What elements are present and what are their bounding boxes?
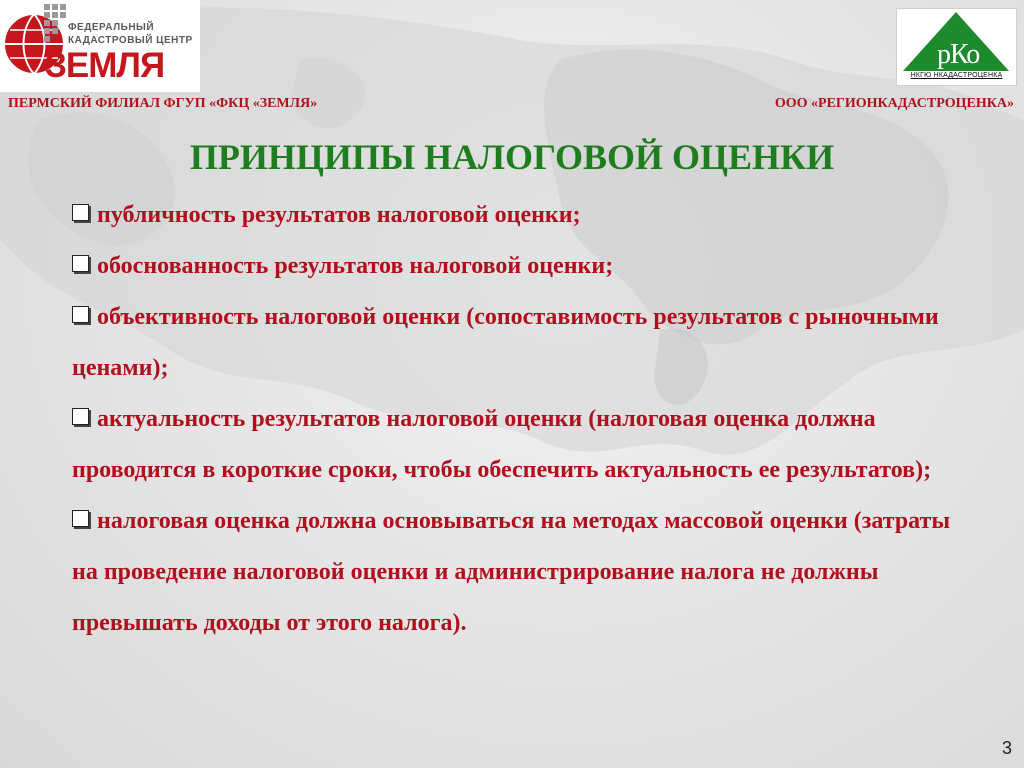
list-item bbox=[72, 241, 962, 292]
rko-logo bbox=[896, 8, 1017, 86]
company-name: ООО «РЕГИОНКАДАСТРОЦЕНКА» bbox=[774, 96, 1014, 111]
rko-letters: рКо bbox=[937, 39, 980, 70]
checkbox-bullet-icon bbox=[72, 255, 89, 272]
checkbox-bullet-icon bbox=[72, 408, 89, 425]
bullet-text: обоснованность результатов налоговой оценки; bbox=[97, 253, 614, 279]
logo-word: ЗЕМЛЯ bbox=[45, 46, 165, 85]
slide-title: ПРИНЦИПЫ НАЛОГОВОЙ ОЦЕНКИ bbox=[189, 137, 835, 177]
checkbox-bullet-icon bbox=[72, 510, 89, 527]
bullet-text: налоговая оценка должна основываться на методах массовой оценки (затраты на проведение налоговой оценки и администрирование налога не должны превышать доходы от этого налога). bbox=[72, 508, 951, 636]
logo-line-1: ФЕДЕРАЛЬНЫЙ bbox=[68, 22, 155, 33]
list-item bbox=[72, 496, 962, 649]
bullet-text: публичность результатов налоговой оценки; bbox=[97, 202, 581, 228]
checkbox-bullet-icon bbox=[72, 204, 89, 221]
bullet-text: актуальность результатов налоговой оценки (налоговая оценка должна проводится в короткие сроки, чтобы обеспечить актуальность ее результатов); bbox=[72, 406, 932, 483]
branch-name: ПЕРМСКИЙ ФИЛИАЛ ФГУП «ФКЦ «ЗЕМЛЯ» bbox=[8, 96, 318, 111]
principles-list bbox=[72, 190, 962, 649]
bullet-text: объективность налоговой оценки (сопоставимость результатов с рыночными ценами); bbox=[72, 304, 939, 381]
page-number: 3 bbox=[1001, 738, 1012, 758]
rko-caption: НКГЮ НКАДАСТРОЦЕНКА bbox=[910, 72, 1003, 79]
list-item bbox=[72, 190, 962, 241]
logo-line-2: КАДАСТРОВЫЙ ЦЕНТР bbox=[68, 35, 193, 46]
list-item bbox=[72, 292, 962, 394]
list-item bbox=[72, 394, 962, 496]
checkbox-bullet-icon bbox=[72, 306, 89, 323]
zemlya-logo bbox=[0, 0, 200, 92]
